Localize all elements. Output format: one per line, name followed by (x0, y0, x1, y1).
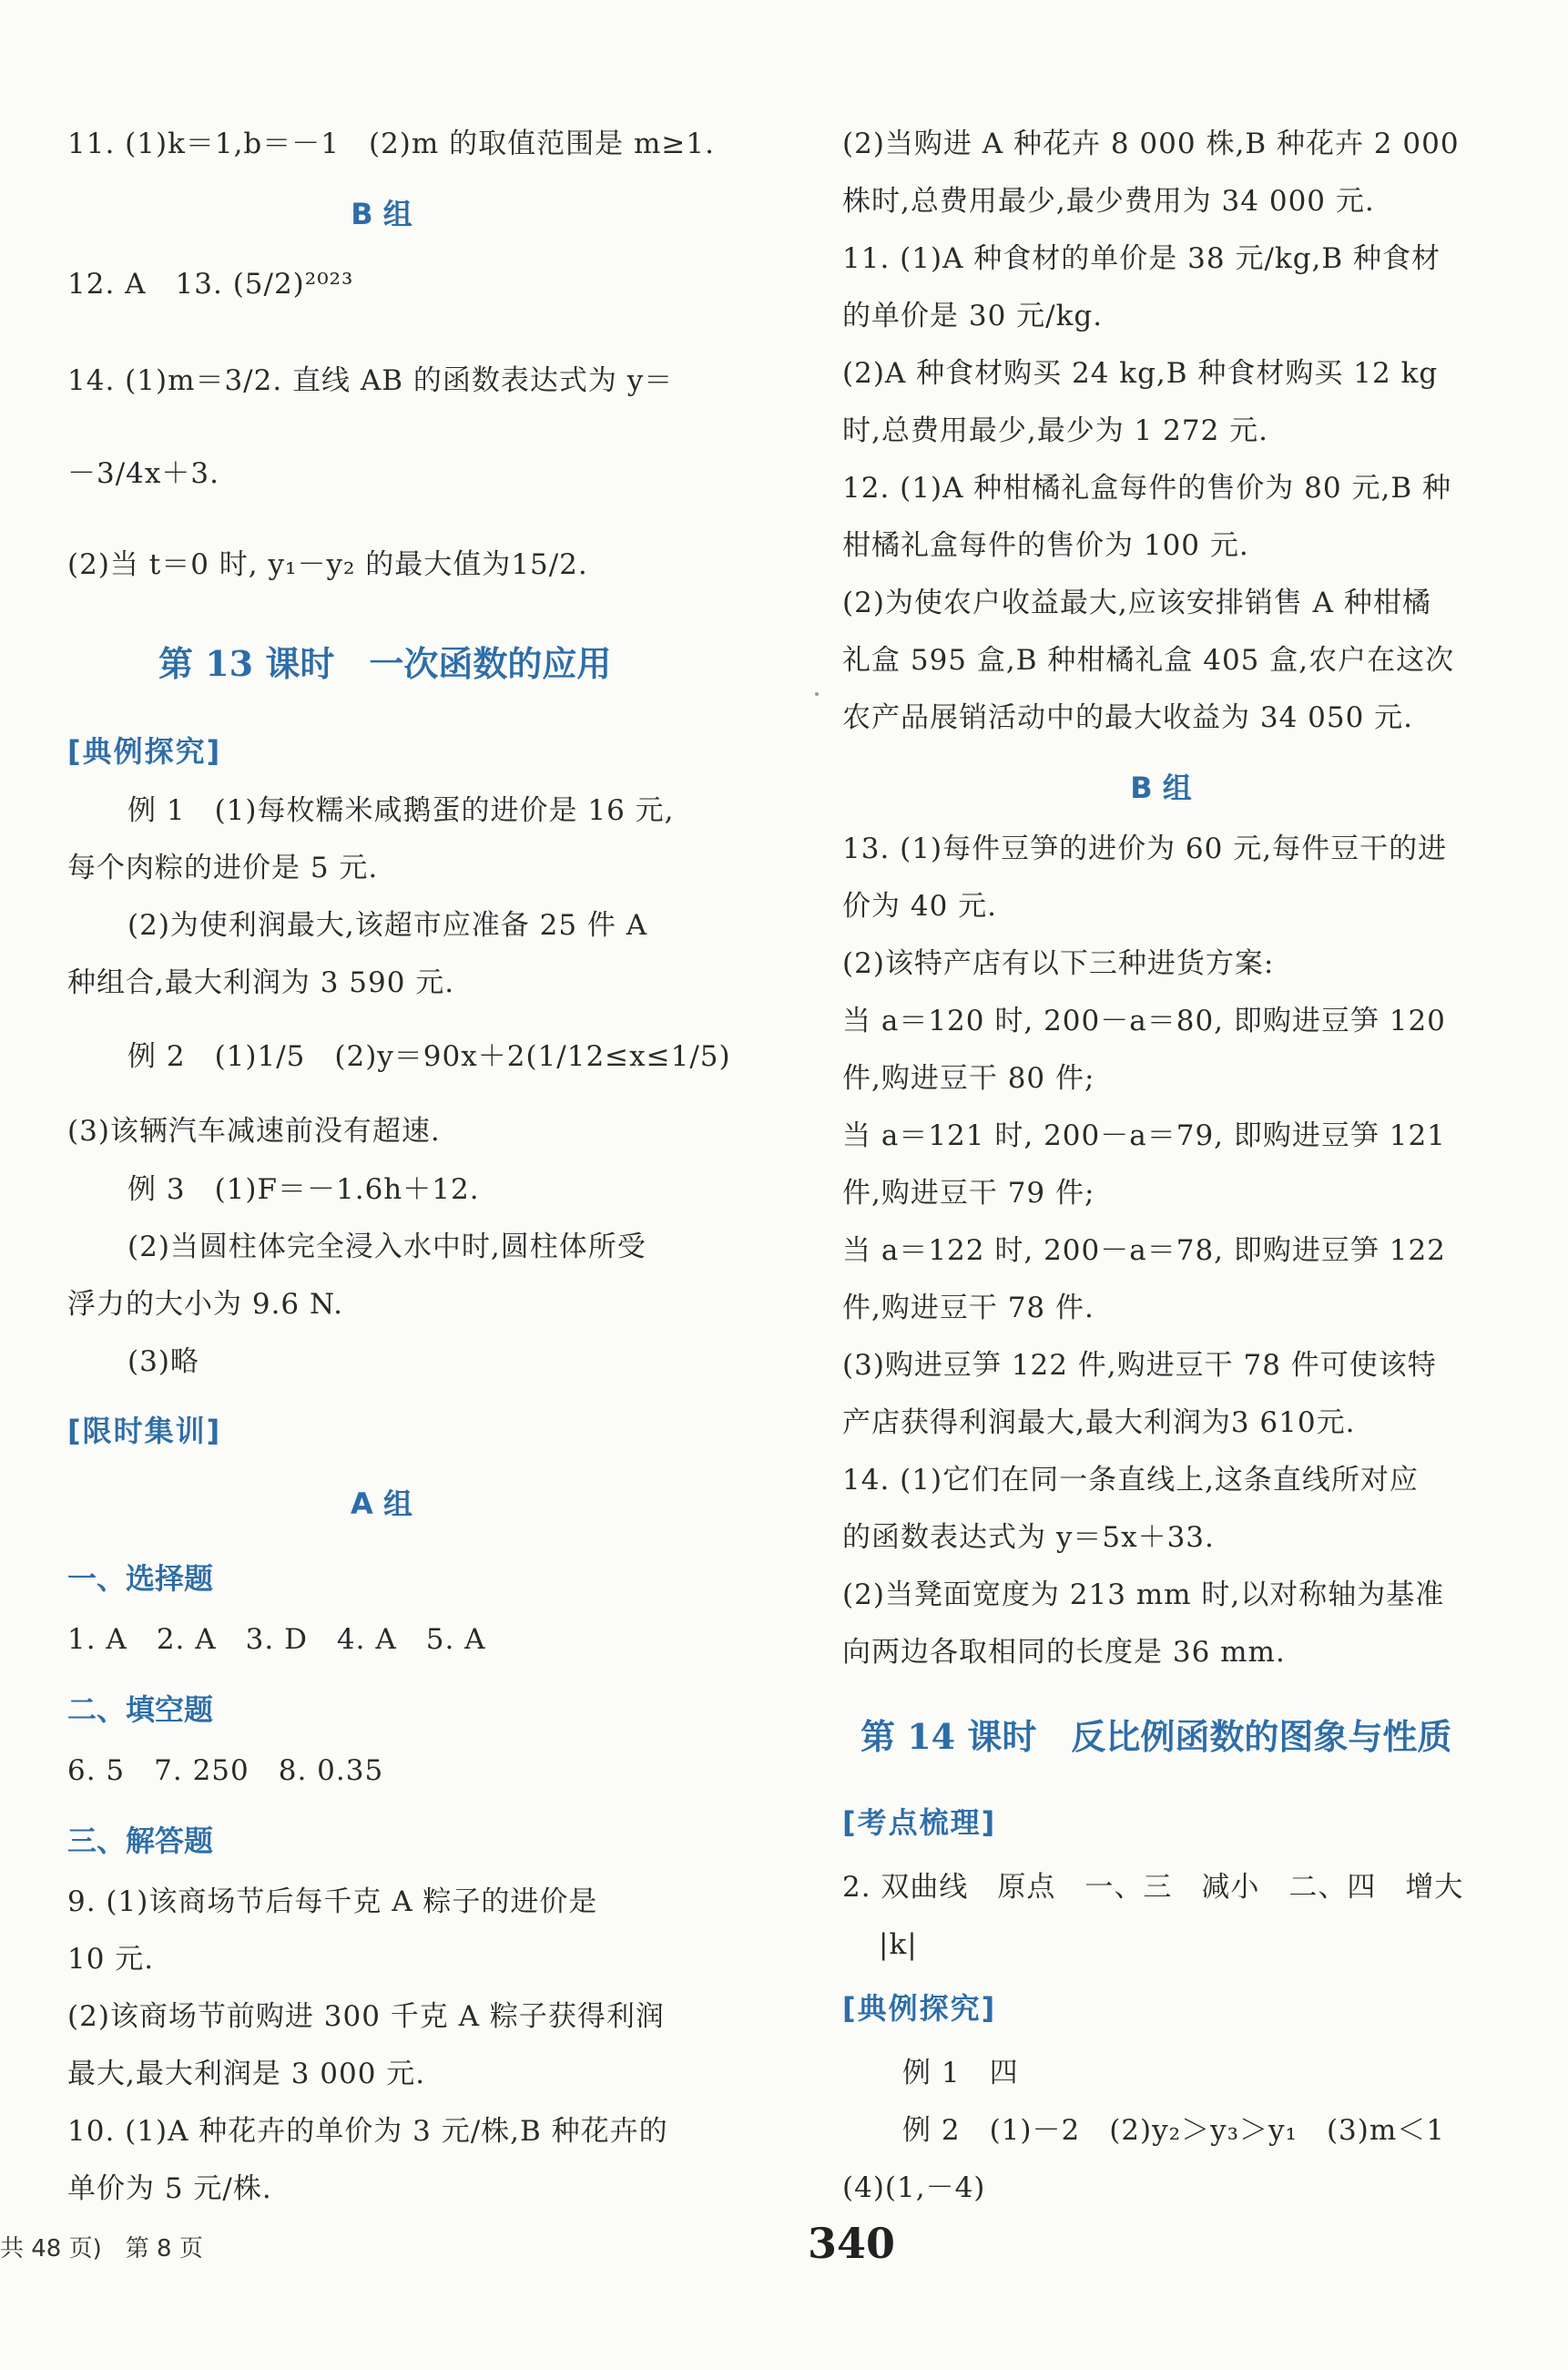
answer-line: 当 a＝121 时, 200－a＝79, 即购进豆笋 121 (842, 1119, 1446, 1152)
example-line: 例 2 (1)－2 (2)y₂＞y₃＞y₁ (3)m＜1 (902, 2114, 1445, 2147)
answer-line: 最大,最大利润是 3 000 元. (67, 2058, 426, 2090)
answer-line: 礼盒 595 盒,B 种柑橘礼盒 405 盒,农户在这次 (842, 644, 1455, 677)
answer-line: (2)A 种食材购买 24 kg,B 种食材购买 12 kg (842, 357, 1439, 390)
answer-line: 当 a＝120 时, 200－a＝80, 即购进豆笋 120 (842, 1005, 1446, 1037)
group-heading: B 组 (1130, 771, 1192, 805)
answer-line: (2)当购进 A 种花卉 8 000 株,B 种花卉 2 000 (842, 128, 1460, 160)
lesson-title: 第 13 课时 一次函数的应用 (158, 643, 612, 684)
example-line: 例 2 (1)1/5 (2)y＝90x＋2(1/12≤x≤1/5) (127, 1040, 731, 1073)
answer-line: (2)该商场节前购进 300 千克 A 粽子获得利润 (67, 2000, 665, 2033)
section-tag: [限时集训] (67, 1414, 222, 1448)
answer-line: 柑橘礼盒每件的售价为 100 元. (842, 529, 1249, 562)
answer-line: 11. (1)A 种食材的单价是 38 元/kg,B 种食材 (842, 242, 1441, 275)
answer-line: 14. (1)m＝3/2. 直线 AB 的函数表达式为 y＝ (67, 364, 674, 397)
answer-line: 件,购进豆干 80 件; (842, 1062, 1095, 1095)
answer-line: 农产品展销活动中的最大收益为 34 050 元. (842, 701, 1414, 734)
answer-line: (2)当凳面宽度为 213 mm 时,以对称轴为基准 (842, 1578, 1445, 1611)
example-line: (3)该辆汽车减速前没有超速. (67, 1115, 441, 1148)
answer-line: (3)购进豆笋 122 件,购进豆干 78 件可使该特 (842, 1349, 1437, 1382)
example-line: 例 3 (1)F＝－1.6h＋12. (127, 1173, 480, 1206)
subsection-heading: 二、填空题 (67, 1692, 214, 1727)
example-line: (3)略 (127, 1345, 199, 1378)
answer-line: 12. A 13. (5/2)²⁰²³ (67, 268, 354, 301)
answer-line: 13. (1)每件豆笋的进价为 60 元,每件豆干的进 (842, 833, 1448, 865)
example-line: 例 1 (1)每枚糯米咸鹅蛋的进价是 16 元, (127, 794, 675, 827)
footer-page-info: 共 48 页) 第 8 页 (0, 2235, 203, 2263)
answer-line: 1. A 2. A 3. D 4. A 5. A (67, 1623, 486, 1656)
section-tag: [考点梳理] (842, 1805, 997, 1840)
answer-line: 株时,总费用最少,最少费用为 34 000 元. (842, 185, 1375, 218)
group-heading: B 组 (351, 197, 412, 231)
example-line: (4)(1,－4) (842, 2171, 986, 2204)
example-line: 浮力的大小为 9.6 N. (67, 1288, 344, 1321)
column-divider-mark (815, 692, 819, 696)
answer-line: 14. (1)它们在同一条直线上,这条直线所对应 (842, 1464, 1419, 1497)
answer-line: 的函数表达式为 y＝5x＋33. (842, 1521, 1215, 1554)
answer-line: 10 元. (67, 1943, 155, 1976)
answer-line: 价为 40 元. (842, 890, 998, 923)
answer-line: 件,购进豆干 78 件. (842, 1292, 1095, 1324)
answer-line: 单价为 5 元/株. (67, 2172, 272, 2205)
answer-line: 11. (1)k＝1,b＝－1 (2)m 的取值范围是 m≥1. (67, 128, 715, 160)
section-tag: [典例探究] (842, 1991, 997, 2026)
answer-line: 产店获得利润最大,最大利润为3 610元. (842, 1406, 1356, 1439)
answer-line: 的单价是 30 元/kg. (842, 300, 1104, 332)
answer-line: 2. 双曲线 原点 一、三 减小 二、四 增大 (842, 1871, 1464, 1904)
answer-line: 当 a＝122 时, 200－a＝78, 即购进豆笋 122 (842, 1234, 1446, 1267)
example-line: 种组合,最大利润为 3 590 元. (67, 966, 455, 999)
subsection-heading: 一、选择题 (67, 1561, 214, 1596)
answer-line: 9. (1)该商场节后每千克 A 粽子的进价是 (67, 1885, 598, 1918)
example-line: (2)为使利润最大,该超市应准备 25 件 A (127, 909, 648, 942)
answer-line: 10. (1)A 种花卉的单价为 3 元/株,B 种花卉的 (67, 2115, 668, 2148)
section-tag: [典例探究] (67, 734, 222, 769)
answer-line: (2)当 t＝0 时, y₁－y₂ 的最大值为15/2. (67, 548, 588, 581)
answer-line: (2)该特产店有以下三种进货方案: (842, 947, 1275, 980)
group-heading: A 组 (351, 1486, 412, 1521)
answer-line: |k| (879, 1928, 918, 1961)
example-line: 每个肉粽的进价是 5 元. (67, 852, 379, 884)
answer-line: 12. (1)A 种柑橘礼盒每件的售价为 80 元,B 种 (842, 472, 1451, 505)
subsection-heading: 三、解答题 (67, 1823, 214, 1858)
answer-line: 时,总费用最少,最少为 1 272 元. (842, 414, 1269, 447)
page-number: 340 (808, 2219, 896, 2268)
example-line: (2)当圆柱体完全浸入水中时,圆柱体所受 (127, 1231, 647, 1263)
example-line: 例 1 四 (902, 2057, 1019, 2089)
answer-line: 件,购进豆干 79 件; (842, 1177, 1095, 1210)
answer-line: 6. 5 7. 250 8. 0.35 (67, 1754, 384, 1787)
answer-line: 向两边各取相同的长度是 36 mm. (842, 1636, 1286, 1669)
lesson-title: 第 14 课时 反比例函数的图象与性质 (860, 1716, 1452, 1757)
answer-line: －3/4x＋3. (67, 457, 219, 490)
answer-line: (2)为使农户收益最大,应该安排销售 A 种柑橘 (842, 587, 1431, 619)
